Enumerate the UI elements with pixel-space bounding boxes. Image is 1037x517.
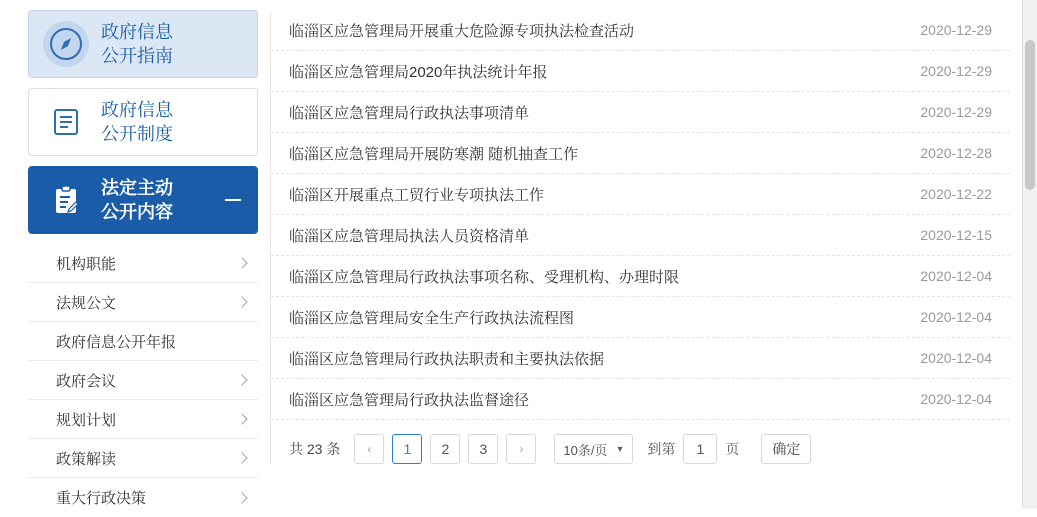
sidebar-item-major-decisions[interactable] <box>28 478 258 517</box>
sidebar-card-system-line2: 公开制度 <box>101 124 173 144</box>
list-item[interactable] <box>271 297 1010 338</box>
list-item[interactable] <box>271 379 1010 420</box>
pagination-total: 共 23 条 <box>289 441 341 457</box>
list-item-date: 2020-12-04 <box>920 350 992 366</box>
chevron-right-icon <box>236 257 247 268</box>
sidebar-item-planning[interactable] <box>28 400 258 439</box>
pagination-page-3[interactable]: 3 <box>468 434 498 464</box>
sidebar-nav-list <box>28 244 258 517</box>
collapse-minus-icon[interactable] <box>225 199 241 201</box>
list-item-title[interactable]: 临淄区应急管理局执法人员资格清单 <box>289 227 530 245</box>
sidebar-card-guide-label <box>101 20 173 68</box>
sidebar-item-policy-interpretation[interactable] <box>28 439 258 478</box>
list-item-date: 2020-12-29 <box>920 22 992 38</box>
list-item[interactable] <box>271 256 1010 297</box>
list-item[interactable] <box>271 51 1010 92</box>
chevron-down-icon: ▼ <box>615 444 625 454</box>
list-item-title[interactable]: 临淄区应急管理局行政执法事项名称、受理机构、办理时限 <box>289 268 680 286</box>
list-item-title[interactable]: 临淄区应急管理局行政执法事项清单 <box>289 104 530 122</box>
sidebar-card-guide[interactable] <box>28 10 258 78</box>
page-size-value: 10条/页 <box>563 442 608 458</box>
chevron-right-icon <box>236 296 247 307</box>
chevron-right-icon <box>236 374 247 385</box>
news-list <box>270 10 1010 464</box>
clipboard-edit-icon <box>43 177 89 223</box>
scrollbar-track[interactable] <box>1022 0 1037 509</box>
chevron-right-icon <box>236 452 247 463</box>
list-item-date: 2020-12-04 <box>920 268 992 284</box>
list-item-date: 2020-12-22 <box>920 186 992 202</box>
pagination-prev-button[interactable]: ‹ <box>354 434 384 464</box>
chevron-right-icon <box>236 492 247 503</box>
list-item-title[interactable]: 临淄区应急管理局开展重大危险源专项执法检查活动 <box>289 22 635 40</box>
sidebar-item-jigouzhineng[interactable] <box>28 244 258 283</box>
page-unit-label: 页 <box>725 441 740 457</box>
list-item-title[interactable]: 临淄区应急管理局安全生产行政执法流程图 <box>289 309 575 327</box>
sidebar-item-label: 政府会议 <box>56 372 117 390</box>
list-item-title[interactable]: 临淄区应急管理局开展防寒潮 随机抽查工作 <box>289 145 579 163</box>
sidebar-item-label: 法规公文 <box>56 294 117 312</box>
pagination-page-1[interactable]: 1 <box>392 434 422 464</box>
list-item-date: 2020-12-29 <box>920 104 992 120</box>
sidebar-item-label: 重大行政决策 <box>56 490 147 507</box>
list-item-title[interactable]: 临淄区应急管理局2020年执法统计年报 <box>289 63 548 81</box>
list-item[interactable] <box>271 338 1010 379</box>
sidebar-card-legal-content-label <box>101 176 173 224</box>
list-item[interactable] <box>271 133 1010 174</box>
list-item[interactable] <box>271 174 1010 215</box>
goto-label: 到第 <box>647 441 676 457</box>
scrollbar-thumb[interactable] <box>1025 40 1035 190</box>
list-item-date: 2020-12-04 <box>920 309 992 325</box>
list-item-date: 2020-12-29 <box>920 63 992 79</box>
pagination <box>271 420 1010 464</box>
sidebar-card-legal-content[interactable] <box>28 166 258 234</box>
pagination-page-2[interactable]: 2 <box>430 434 460 464</box>
sidebar-card-guide-line1: 政府信息 <box>101 22 173 42</box>
pagination-next-button[interactable]: › <box>506 434 536 464</box>
sidebar-card-system-label <box>101 98 173 146</box>
sidebar-item-label: 政府信息公开年报 <box>56 333 177 351</box>
list-item-date: 2020-12-28 <box>920 145 992 161</box>
document-list-icon <box>43 99 89 145</box>
sidebar-item-fagui-gongwen[interactable] <box>28 283 258 322</box>
sidebar <box>28 10 258 517</box>
confirm-button[interactable]: 确定 <box>761 434 811 464</box>
list-item-title[interactable]: 临淄区应急管理局行政执法监督途径 <box>289 391 530 409</box>
list-item[interactable] <box>271 92 1010 133</box>
goto-page-input[interactable] <box>683 434 717 464</box>
sidebar-card-legal-line1: 法定主动 <box>101 178 173 198</box>
chevron-right-icon <box>236 413 247 424</box>
page-size-select[interactable] <box>554 434 633 464</box>
sidebar-item-label: 机构职能 <box>56 255 117 273</box>
sidebar-card-guide-line2: 公开指南 <box>101 46 173 66</box>
sidebar-card-system-line1: 政府信息 <box>101 100 173 120</box>
compass-icon <box>43 21 89 67</box>
sidebar-card-legal-line2: 公开内容 <box>101 202 173 222</box>
list-item-title[interactable]: 临淄区开展重点工贸行业专项执法工作 <box>289 186 545 204</box>
sidebar-card-system[interactable] <box>28 88 258 156</box>
sidebar-item-label: 规划计划 <box>56 411 117 429</box>
sidebar-item-annual-report[interactable] <box>28 322 258 361</box>
list-item-date: 2020-12-15 <box>920 227 992 243</box>
list-item-date: 2020-12-04 <box>920 391 992 407</box>
sidebar-item-label: 政策解读 <box>56 450 117 468</box>
sidebar-item-government-meeting[interactable] <box>28 361 258 400</box>
list-item-title[interactable]: 临淄区应急管理局行政执法职责和主要执法依据 <box>289 350 605 368</box>
list-item[interactable] <box>271 215 1010 256</box>
list-item[interactable] <box>271 10 1010 51</box>
